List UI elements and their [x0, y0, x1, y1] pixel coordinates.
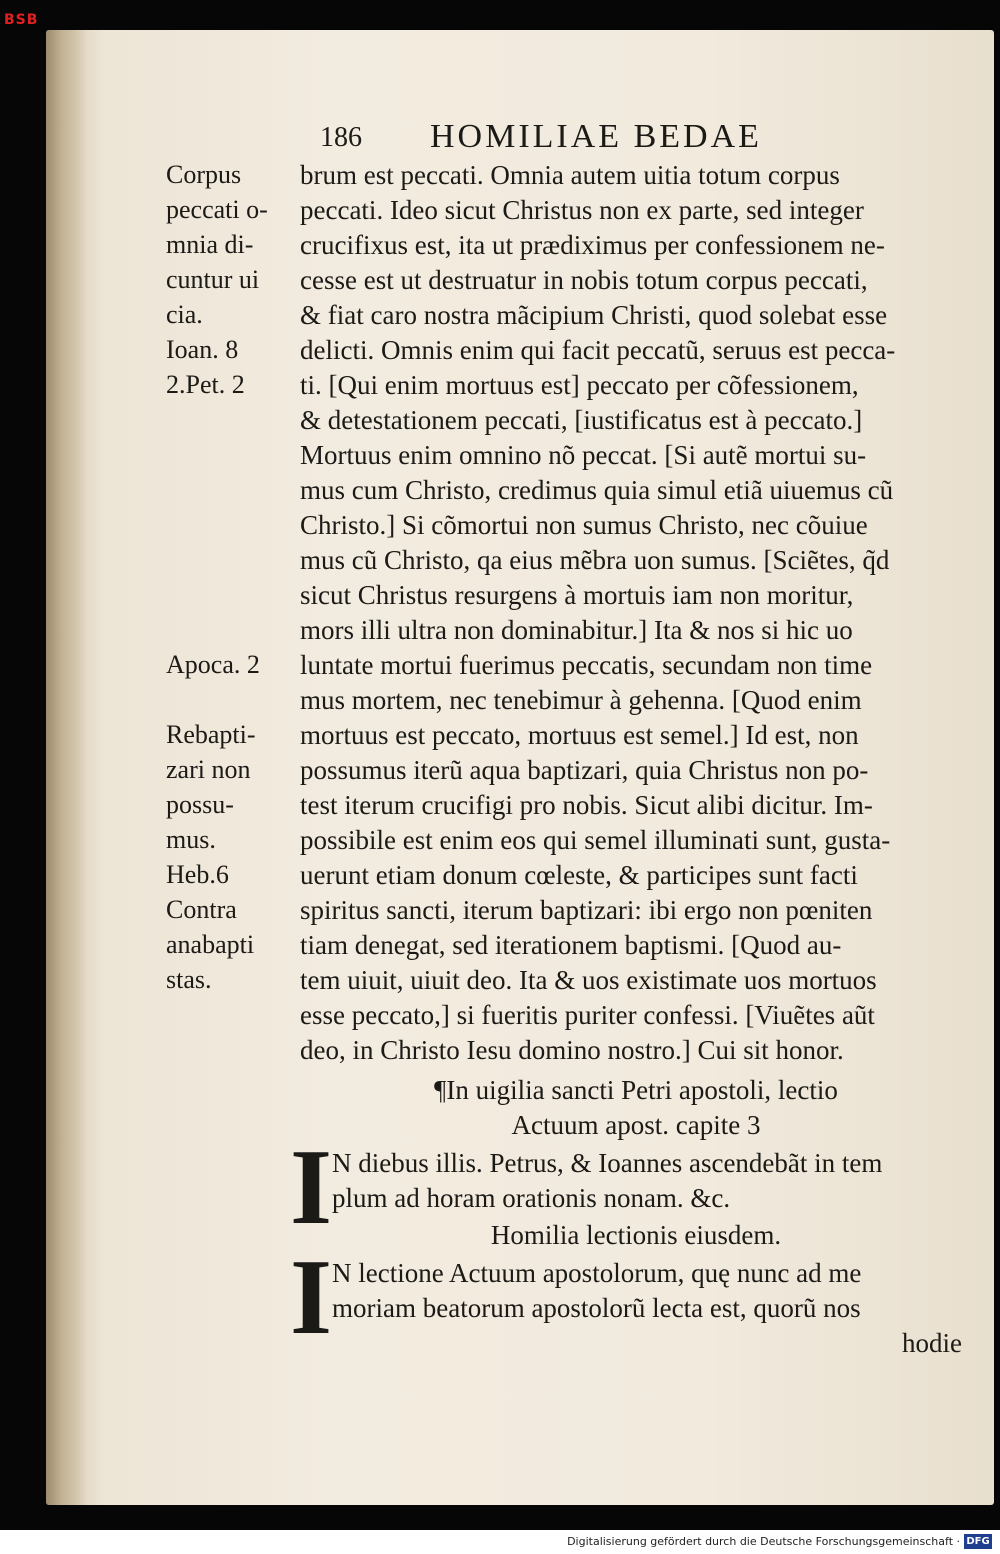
margin-note: stas. [166, 965, 212, 994]
text-line: possibile est enim eos qui semel illuminati sunt, gusta- [300, 825, 891, 855]
page-header [320, 118, 880, 162]
text-line: brum est peccati. Omnia autem uitia totum corpus [300, 160, 840, 190]
text-line: Christo.] Si cõmortui non sumus Christo, nec cõuiue [300, 510, 868, 540]
text-line: peccati. Ideo sicut Christus non ex parte, sed integer [300, 195, 864, 225]
text-line: mus mortem, nec tenebimur à gehenna. [Quod enim [300, 685, 862, 715]
lection-line: plum ad horam orationis nonam. &c. [332, 1183, 731, 1213]
section-subheading: Actuum apost. capite 3 [511, 1110, 761, 1140]
text-line: tiam denegat, sed iterationem baptismi. [Quod au- [300, 930, 842, 960]
homily-heading: Homilia lectionis eiusdem. [490, 1220, 782, 1250]
text-line: crucifixus est, ita ut prædiximus per confessionem ne- [300, 230, 885, 260]
lection-line: N diebus illis. Petrus, & Ioannes ascendebãt in tem [332, 1148, 883, 1178]
homily-line: moriam beatorum apostolorũ lecta est, quorũ nos [332, 1293, 861, 1323]
text-line: sicut Christus resurgens à mortuis iam non moritur, [300, 580, 854, 610]
margin-note: mus. [166, 825, 216, 854]
margin-note: Corpus [166, 160, 242, 189]
text-line: & fiat caro nostra mãcipium Christi, quod solebat esse [300, 300, 888, 330]
text-line: ti. [Qui enim mortuus est] peccato per cõfessionem, [300, 370, 859, 400]
text-line: delicti. Omnis enim qui facit peccatũ, seruus est pecca- [300, 335, 896, 365]
margin-note: Apoca. 2 [166, 650, 260, 679]
text-line: cesse est ut destruatur in nobis totum corpus peccati, [300, 265, 868, 295]
margin-note: peccati o- [166, 195, 268, 224]
margin-note: Contra [166, 895, 237, 924]
text-line: mus cum Christo, credimus quia simul etiã uiuemus cũ [300, 475, 894, 505]
footer-bar [0, 1530, 1000, 1554]
section-heading: ¶In uigilia sancti Petri apostoli, lectio [434, 1075, 838, 1105]
text-line: possumus iterũ aqua baptizari, quia Christus non po- [300, 755, 869, 785]
drop-capital: I [290, 1128, 333, 1247]
margin-note: mnia di- [166, 230, 254, 259]
library-logo: BSB [4, 12, 39, 28]
text-line: mors illi ultra non dominabitur.] Ita & nos si hic uo [300, 615, 853, 645]
margin-note: 2.Pet. 2 [166, 370, 245, 399]
homily-line: N lectione Actuum apostolorum, quę nunc ad me [332, 1258, 862, 1288]
margin-note: Ioan. 8 [166, 335, 239, 364]
text-line: tem uiuit, uiuit deo. Ita & uos existimate uos mortuos [300, 965, 877, 995]
text-line: spiritus sancti, iterum baptizari: ibi ergo non pœniten [300, 895, 873, 925]
text-line: uerunt etiam donum cœleste, & participes sunt facti [300, 860, 858, 890]
margin-note: zari non [166, 755, 251, 784]
funding-credit: Digitalisierung gefördert durch die Deutsche Forschungsgemeinschaft · [567, 1535, 960, 1548]
margin-note: possu- [166, 790, 234, 819]
margin-note: cuntur ui [166, 265, 260, 294]
page-gutter [46, 30, 86, 1505]
text-line: luntate mortui fuerimus peccatis, secundam non time [300, 650, 873, 680]
text-line: test iterum crucifigi pro nobis. Sicut alibi dicitur. Im- [300, 790, 873, 820]
text-line: deo, in Christo Iesu domino nostro.] Cui sit honor. [300, 1035, 844, 1065]
text-line: mortuus est peccato, mortuus est semel.] Id est, non [300, 720, 859, 750]
margin-note: Rebapti- [166, 720, 256, 749]
text-line: & detestationem peccati, [iustificatus est à peccato.] [300, 405, 863, 435]
margin-note: cia. [166, 300, 203, 329]
margin-note: Heb.6 [166, 860, 229, 889]
running-title: HOMILIAE BEDAE [430, 118, 762, 155]
dfg-logo: DFG [964, 1534, 992, 1549]
catchword: hodie [902, 1328, 962, 1358]
text-line: esse peccato,] si fueritis puriter confessi. [Viuẽtes aũt [300, 1000, 875, 1030]
folio-number: 186 [320, 122, 362, 153]
text-line: mus cũ Christo, qa eius mẽbra uon sumus. [Sciẽtes, q̃d [300, 545, 890, 575]
text-line: Mortuus enim omnino nõ peccat. [Si autẽ mortui su- [300, 440, 867, 470]
drop-capital: I [290, 1238, 333, 1357]
margin-note: anabapti [166, 930, 255, 959]
